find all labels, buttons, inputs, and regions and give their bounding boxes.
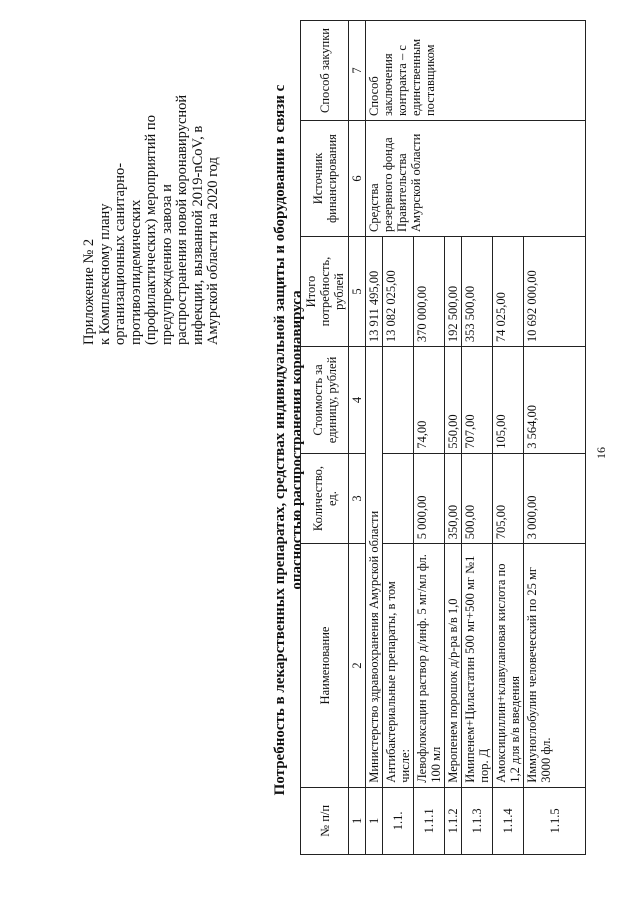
appendix-line: Амурской области на 2020 год [205, 157, 221, 345]
row-unit-cost: 3 564,00 [524, 347, 586, 454]
appendix-line: организационных санитарно- [112, 162, 128, 345]
row-qty: 3 000,00 [524, 453, 586, 543]
row-num: 1.1.4 [493, 787, 524, 854]
column-number: 6 [349, 121, 366, 237]
section-total: 13 911 495,00 [366, 236, 383, 346]
title-line: Потребность в лекарственных препаратах, средствах индивидуальной защиты и оборудовании в связи с [272, 84, 288, 796]
column-number: 7 [349, 21, 366, 121]
row-num: 1.1.5 [524, 787, 586, 854]
row-num: 1.1.2 [445, 787, 462, 854]
row-num: 1.1.3 [462, 787, 493, 854]
header-num: № п/п [301, 787, 349, 854]
procurement-method: Способ заключения контракта – с единственным поставщиком [366, 21, 586, 121]
row-name: Меропенем порошок д/р-ра в/в 1,0 [445, 544, 462, 788]
header-method: Способ закупки [301, 21, 349, 121]
header-unit-cost: Стоимость за единицу, рублей [301, 347, 349, 454]
appendix-line: (профилактических) мероприятий по [143, 115, 159, 345]
title-line: опасностью распространения коронавируса [289, 290, 305, 590]
appendix-line: Приложение № 2 [81, 238, 97, 345]
row-total: 10 692 000,00 [524, 236, 586, 346]
row-name: Имипенем+Циластатин 500 мг+500 мг №1 пор. Д [462, 544, 493, 788]
row-qty: 500,00 [462, 453, 493, 543]
needs-table [300, 20, 586, 855]
row-name: Левофлоксацин раствор д/инф. 5 мг/мл фл. 100 мл [414, 544, 445, 788]
header-name: Наименование [301, 544, 349, 788]
row-qty: 350,00 [445, 453, 462, 543]
row-total: 353 500,00 [462, 236, 493, 346]
table-row [366, 21, 383, 855]
row-num: 1 [366, 787, 383, 854]
column-number: 2 [349, 544, 366, 788]
row-unit-cost: 550,00 [445, 347, 462, 454]
column-number: 3 [349, 453, 366, 543]
header-row [301, 21, 349, 855]
header-total: Итого потребность, рублей [301, 236, 349, 346]
appendix-line: распространения новой коронавирусной [174, 94, 190, 345]
column-number-row [349, 21, 366, 855]
header-source: Источник финансирования [301, 121, 349, 237]
row-total: 370 000,00 [414, 236, 445, 346]
funding-source: Средства резервного фонда Правительства Амурской области [366, 121, 586, 237]
row-num: 1.1. [383, 787, 414, 854]
group-total: 13 082 025,00 [383, 236, 414, 346]
row-unit-cost: 105,00 [493, 347, 524, 454]
row-unit-cost: 707,00 [462, 347, 493, 454]
column-number: 5 [349, 236, 366, 346]
appendix-line: противоэпидемических [127, 199, 144, 345]
row-num: 1.1.1 [414, 787, 445, 854]
page-number: 16 [594, 447, 608, 459]
row-qty: 705,00 [493, 453, 524, 543]
row-total: 192 500,00 [445, 236, 462, 346]
column-number: 4 [349, 347, 366, 454]
row-name: Антибактериальные препараты, в том числе: [383, 544, 414, 788]
row-unit-cost: 74,00 [414, 347, 445, 454]
row-total: 74 025,00 [493, 236, 524, 346]
column-number: 1 [349, 787, 366, 854]
row-name: Иммуноглобулин человеческий по 25 мг 3000 фл. [524, 544, 586, 788]
appendix-line: инфекции, вызванной 2019-nCoV, в [189, 125, 206, 345]
appendix-line: к Комплексному плану [96, 203, 113, 345]
appendix-header [82, 80, 222, 345]
row-name: Амоксициллин+клавулановая кислота по 1,2 для в/в введения [493, 544, 524, 788]
section-name: Министерство здравоохранения Амурской области [366, 347, 383, 788]
row-qty: 5 000,00 [414, 453, 445, 543]
header-qty: Количество, ед. [301, 453, 349, 543]
appendix-line: предупреждению завоза и [158, 184, 175, 345]
